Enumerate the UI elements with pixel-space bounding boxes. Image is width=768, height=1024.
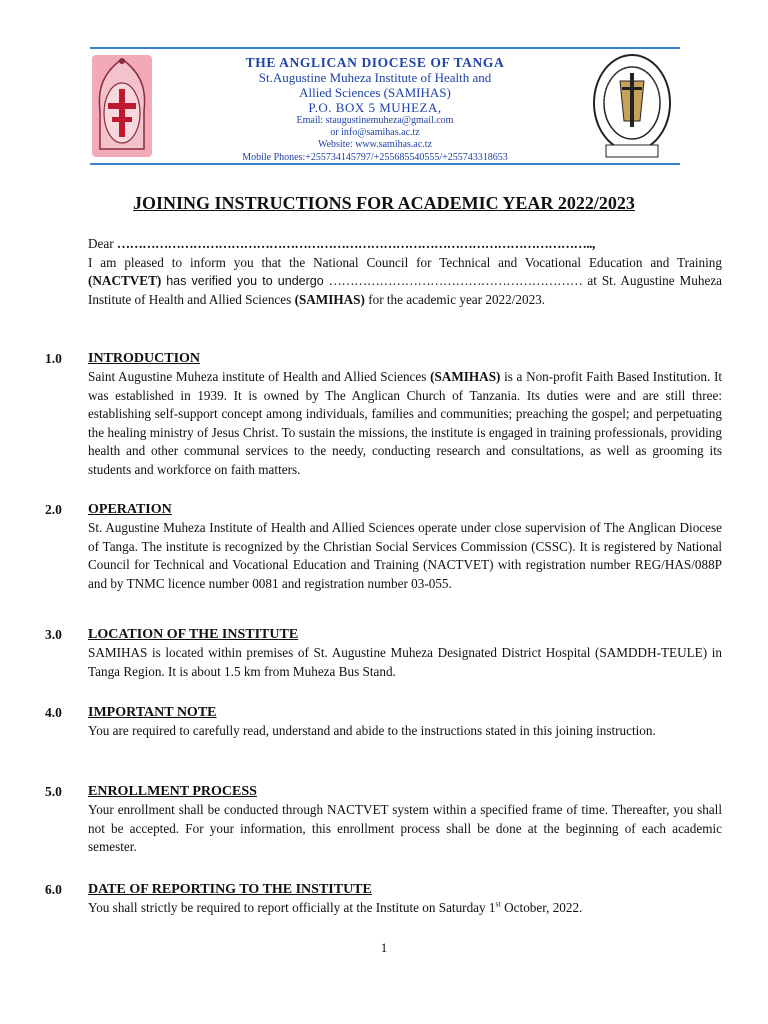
section-number: 2.0 bbox=[45, 502, 62, 517]
section-body-text: October, 2022. bbox=[504, 900, 583, 915]
nactvet-bold: (NACTVET) bbox=[88, 273, 162, 288]
section-title: DATE OF REPORTING TO THE INSTITUTE bbox=[88, 882, 372, 897]
email-primary: Email: staugustinemuheza@gmail.com bbox=[296, 115, 454, 126]
section-number: 5.0 bbox=[45, 784, 62, 799]
page-number: 1 bbox=[380, 940, 388, 955]
intro-line3a: at St. Augustine Muheza Institute of Health and Allied Sciences bbox=[88, 273, 723, 307]
section-body-text: is a Non-profit Faith Based Institution. It was established in 1939. It is owned by The Anglican Church of Tanzania. Its duties were and are still three: establishing self-support concept among individuals, families and communities; preaching the gospel; and perpetuating the healing ministry of Jesus Christ. To sustain the missions, the institute is engaged in training professionals, providing health and other communal services to the needy, conducting research and consultations, as well as grooming its students and workforce on faith matters. bbox=[88, 369, 723, 477]
section-number: 6.0 bbox=[45, 882, 62, 897]
website: Website: www.samihas.ac.tz bbox=[317, 139, 433, 150]
section-body-text: Saint Augustine Muheza institute of Health and Allied Sciences bbox=[88, 369, 427, 384]
dear-text: Dear bbox=[88, 236, 114, 251]
mobile-phones: Mobile Phones:+255734145797/+255685540555/+255743318653 bbox=[242, 152, 508, 163]
section-title: INTRODUCTION bbox=[88, 351, 201, 366]
section-number: 1.0 bbox=[45, 351, 62, 366]
section-title: LOCATION OF THE INSTITUTE bbox=[88, 627, 299, 642]
ordinal-suffix: st bbox=[495, 899, 501, 909]
section-number: 4.0 bbox=[45, 705, 62, 720]
section-title: ENROLLMENT PROCESS bbox=[88, 784, 257, 799]
letterhead-top-rule bbox=[90, 47, 680, 49]
section-title: IMPORTANT NOTE bbox=[88, 705, 217, 720]
section-title: OPERATION bbox=[88, 502, 172, 517]
section-body: St. Augustine Muheza Institute of Health and Allied Sciences operate under close supervision of The Anglican Diocese of Tanga. The institute is recognized by the Christian Social Services Commission (CSSC). It is registered by National Council for Technical and Vocational Education and Training (NACTVET) with registration number REG/HAS/088P and by TNMC licence number 0081 and registration number 03-055. bbox=[88, 520, 722, 591]
document-title: JOINING INSTRUCTIONS FOR ACADEMIC YEAR 2022/2023 bbox=[133, 193, 635, 213]
institute-name-line1: St.Augustine Muheza Institute of Health and bbox=[258, 70, 492, 85]
diocese-name: THE ANGLICAN DIOCESE OF TANGA bbox=[245, 55, 505, 70]
programme-blank: …………………………………………………… bbox=[328, 273, 583, 288]
dear-line bbox=[88, 235, 722, 254]
letterhead-bottom-rule bbox=[90, 163, 680, 165]
recipient-name-blank: ………………………………………………………………………………………………….., bbox=[116, 236, 595, 251]
section-body: SAMIHAS is located within premises of St. Augustine Muheza Designated District Hospital (SAMDDH-TEULE) in Tanga Region. It is about 1.5 km from Muheza Bus Stand. bbox=[88, 645, 722, 679]
letterhead-text bbox=[170, 55, 580, 164]
section-number: 3.0 bbox=[45, 627, 62, 642]
diocese-mitre-logo bbox=[90, 53, 154, 159]
section-body-text: You shall strictly be required to report officially at the Institute on Saturday 1 bbox=[88, 900, 496, 915]
intro-body bbox=[88, 254, 722, 310]
po-box: P.O. BOX 5 MUHEZA, bbox=[308, 100, 442, 115]
letterhead bbox=[90, 47, 680, 165]
verified-text: has verified you to undergo bbox=[166, 274, 324, 288]
section-body: You are required to carefully read, understand and abide to the instructions stated in this joining instruction. bbox=[88, 723, 656, 738]
email-secondary: or info@samihas.ac.tz bbox=[330, 127, 420, 138]
salutation-paragraph bbox=[88, 235, 722, 309]
intro-line1: I am pleased to inform you that the National Council for Technical and Vocational Education and Training bbox=[88, 254, 722, 270]
intro-line3b: for the academic year 2022/2023. bbox=[368, 291, 546, 307]
section-body bbox=[88, 899, 722, 918]
section-body bbox=[88, 368, 722, 479]
institute-seal-logo bbox=[590, 51, 674, 161]
samihas-bold: (SAMIHAS) bbox=[294, 291, 365, 307]
section-body: Your enrollment shall be conducted through NACTVET system within a specified frame of time. Thereafter, you shall not be accepted. For your information, this enrollment process shall be done at the beginning of each academic semester. bbox=[88, 802, 722, 854]
samihas-bold: (SAMIHAS) bbox=[430, 369, 501, 384]
institute-name-line2: Allied Sciences (SAMIHAS) bbox=[299, 85, 451, 100]
